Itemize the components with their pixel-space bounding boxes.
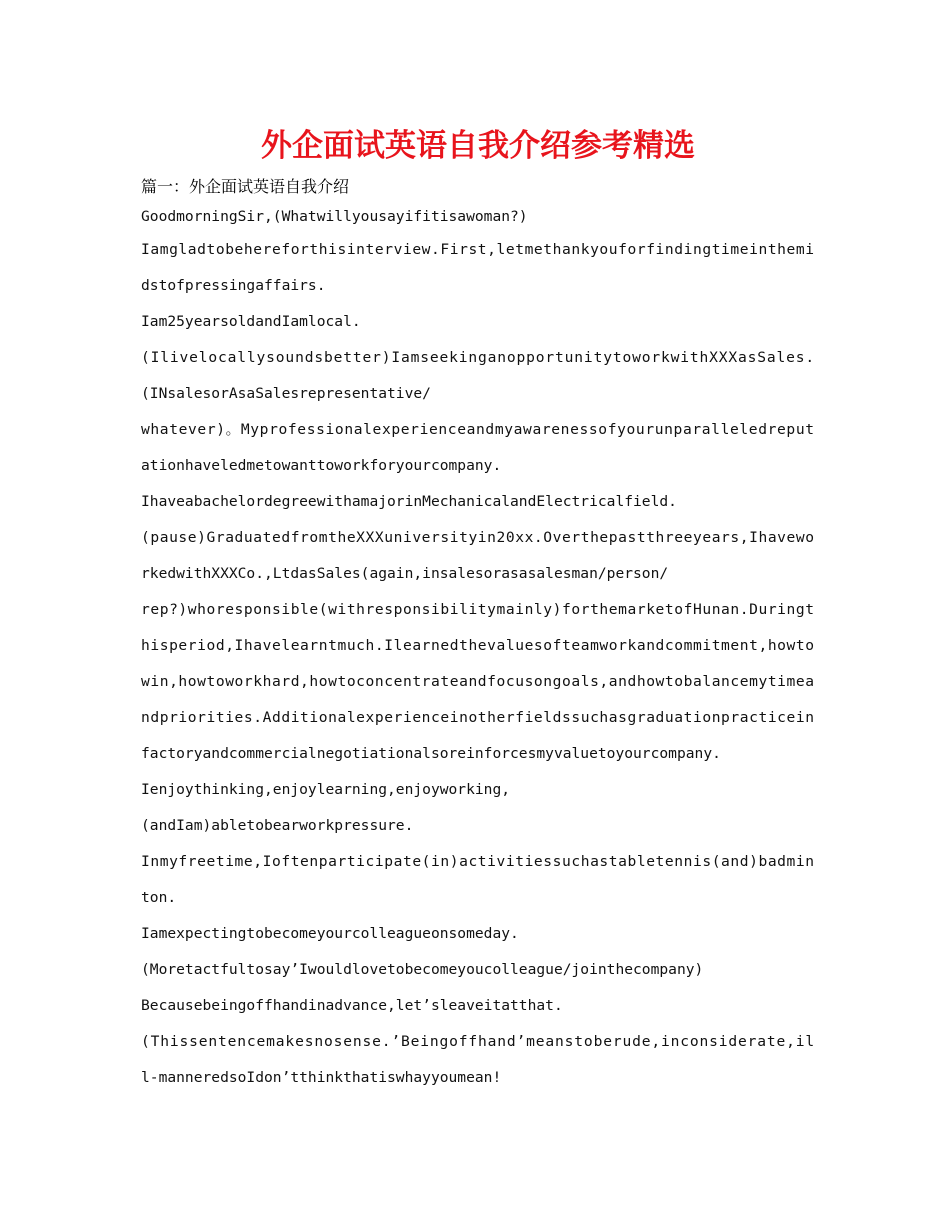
text-line: ndpriorities.Additionalexperienceinotherfieldssuchasgraduationpracticein: [141, 709, 815, 726]
text-line: Becausebeingoffhandinadvance,let’sleaveitatthat.: [141, 997, 563, 1014]
text-line: (andIam)abletobearworkpressure.: [141, 817, 414, 834]
text-line: (Thissentencemakesnosense.’Beingoffhand’meanstoberude,inconsiderate,il: [141, 1033, 816, 1050]
text-line: (pause)GraduatedfromtheXXXuniversityin20xx.Overthepastthreeyears,Ihavewo: [141, 529, 815, 546]
section-heading: 篇一：外企面试英语自我介绍: [141, 177, 350, 196]
text-line: factoryandcommercialnegotiationalsoreinforcesmyvaluetoyourcompany.: [141, 745, 721, 762]
text-line: Ienjoythinking,enjoylearning,enjoyworking,: [141, 781, 511, 798]
text-line: whatever)。Myprofessionalexperienceandmyawarenessofyourunparalleledreput: [141, 421, 815, 438]
text-line: Iam25yearsoldandIamlocal.: [141, 313, 361, 330]
text-line: Iamgladtobehereforthisinterview.First,letmethankyouforfindingtimeinthemi: [141, 241, 815, 258]
body-text: [141, 202, 815, 1096]
text-line: rep?)whoresponsible(withresponsibilitymainly)forthemarketofHunan.Duringt: [141, 601, 815, 618]
text-line: ationhaveledmetowanttoworkforyourcompany.: [141, 457, 502, 474]
text-line: win,howtoworkhard,howtoconcentrateandfocusongoals,andhowtobalancemytimea: [141, 673, 815, 690]
text-line: hisperiod,Ihavelearntmuch.Ilearnedthevaluesofteamworkandcommitment,howto: [141, 637, 815, 654]
text-line: Inmyfreetime,Ioftenparticipate(in)activitiessuchastabletennis(and)badmin: [141, 853, 815, 870]
text-line: GoodmorningSir,(Whatwillyousayifitisawoman?): [141, 208, 528, 225]
document-title: 外企面试英语自我介绍参考精选: [261, 128, 695, 164]
text-line: rkedwithXXXCo.,LtdasSales(again,insalesorasasalesman/person/: [141, 565, 669, 582]
text-line: IhaveabachelordegreewithamajorinMechanicalandElectricalfield.: [141, 493, 677, 510]
text-line: Iamexpectingtobecomeyourcolleagueonsomeday.: [141, 925, 519, 942]
text-line: (Ilivelocallysoundsbetter)IamseekinganopportunitytoworkwithXXXasSales.: [141, 349, 816, 366]
text-line: dstofpressingaffairs.: [141, 277, 326, 294]
text-line: (INsalesorAsaSalesrepresentative/: [141, 385, 431, 402]
text-line: ton.: [141, 889, 177, 906]
text-line: (Moretactfultosay’Iwouldlovetobecomeyoucolleague/jointhecompany): [141, 961, 704, 978]
text-line: l-manneredsoIdon’tthinkthatiswhayyoumean!: [141, 1069, 502, 1086]
